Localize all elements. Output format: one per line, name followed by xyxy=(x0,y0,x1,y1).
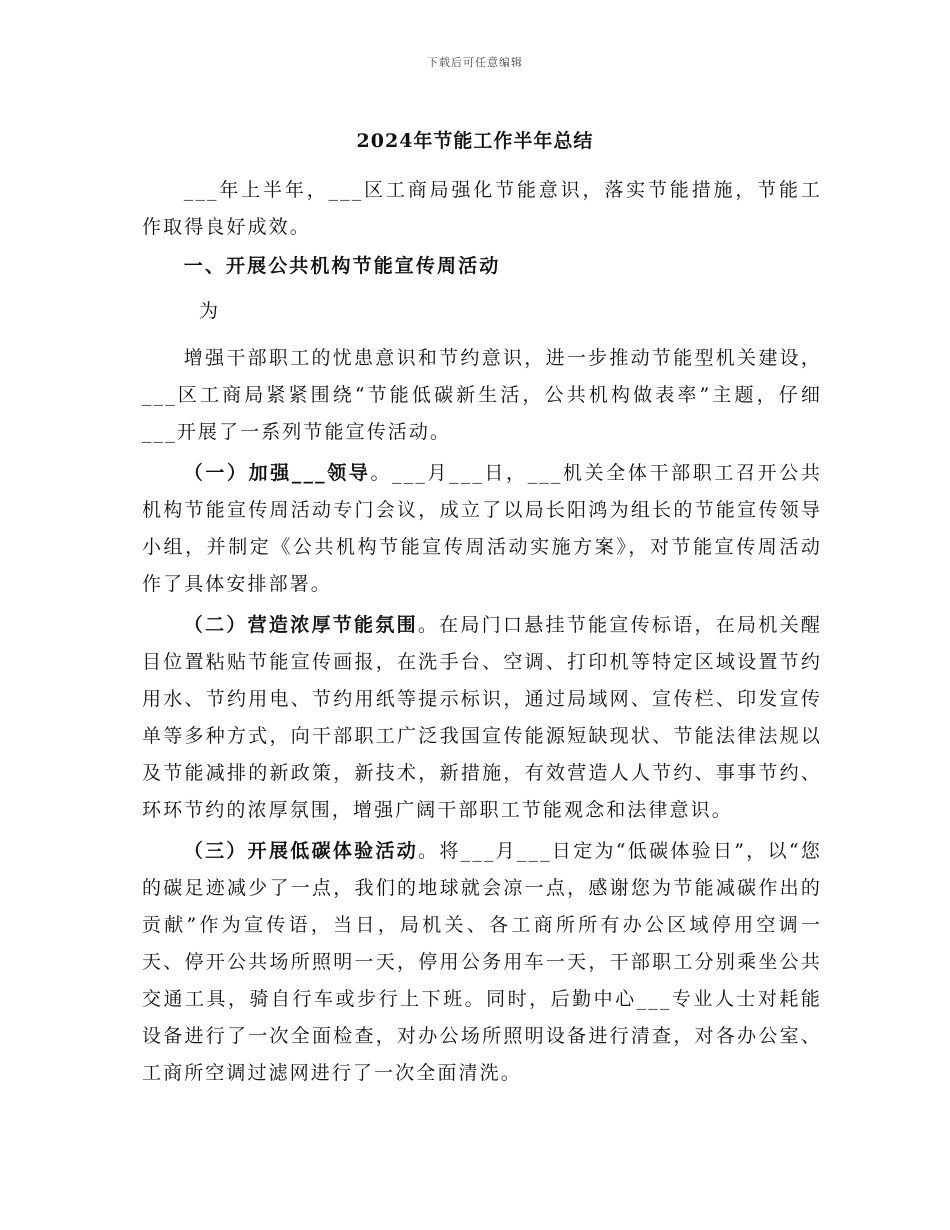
intro-paragraph: ___年上半年，___区工商局强化节能意识，落实节能措施，节能工作取得良好成效。 xyxy=(142,179,822,238)
lone-word: 为 xyxy=(199,300,221,322)
section-heading: 一、开展公共机构节能宣传周活动 xyxy=(183,255,501,277)
document-title: 2024年节能工作半年总结 xyxy=(356,130,594,152)
item-paragraph-3 xyxy=(142,833,822,1092)
item-paragraph-2 xyxy=(142,607,822,829)
item-2-text: 。在局门口悬挂节能宣传标语，在局机关醒目位置粘贴节能宣传画报，在洗手台、空调、打印机等特定区域设置节约用水、节约用电、节约用纸等提示标识，通过局域网、宣传栏、印发宣传单等多种方式，向干部职工广泛我国宣传能源短缺现状、节能法律法规以及节能减排的新政策，新技术，新措施，有效营造人人节约、事事节约、环环节约的浓厚氛围，增强广阔干部职工节能观念和法律意识。 xyxy=(142,614,822,821)
header-note: 下载后可任意编辑 xyxy=(427,56,523,69)
item-2-lead: （二）营造浓厚节能氛围 xyxy=(183,614,418,636)
item-3-text: 。将___月___日定为“低碳体验日”，以“您的碳足迹减少了一点，我们的地球就会凉一点，感谢您为节能减碳作出的贡献”作为宣传语，当日，局机关、各工商所所有办公区域停用空调一天、停开公共场所照明一天，停用公务用车一天，干部职工分别乘坐公共交通工具，骑自行车或步行上下班。同时，后勤中心___专业人士对耗能设备进行了一次全面检查，对办公场所照明设备进行清查，对各办公室、工商所空调过滤网进行了一次全面清洗。 xyxy=(142,840,822,1084)
item-1-lead: （一）加强___领导 xyxy=(183,462,371,484)
item-paragraph-1 xyxy=(142,455,822,603)
document-body xyxy=(142,172,822,1092)
item-1-text: 。___月___日，___机关全体干部职工召开公共机构节能宣传周活动专门会议，成立了以局长阳鸿为组长的节能宣传领导小组，并制定《公共机构节能宣传周活动实施方案》，对节能宣传周活动作了具体安排部署。 xyxy=(142,462,822,595)
main-paragraph: 增强干部职工的忧患意识和节约意识，进一步推动节能型机关建设，___区工商局紧紧围绕“节能低碳新生活，公共机构做表率”主题，仔细___开展了一系列节能宣传活动。 xyxy=(142,347,822,443)
item-3-lead: （三）开展低碳体验活动 xyxy=(183,840,419,862)
